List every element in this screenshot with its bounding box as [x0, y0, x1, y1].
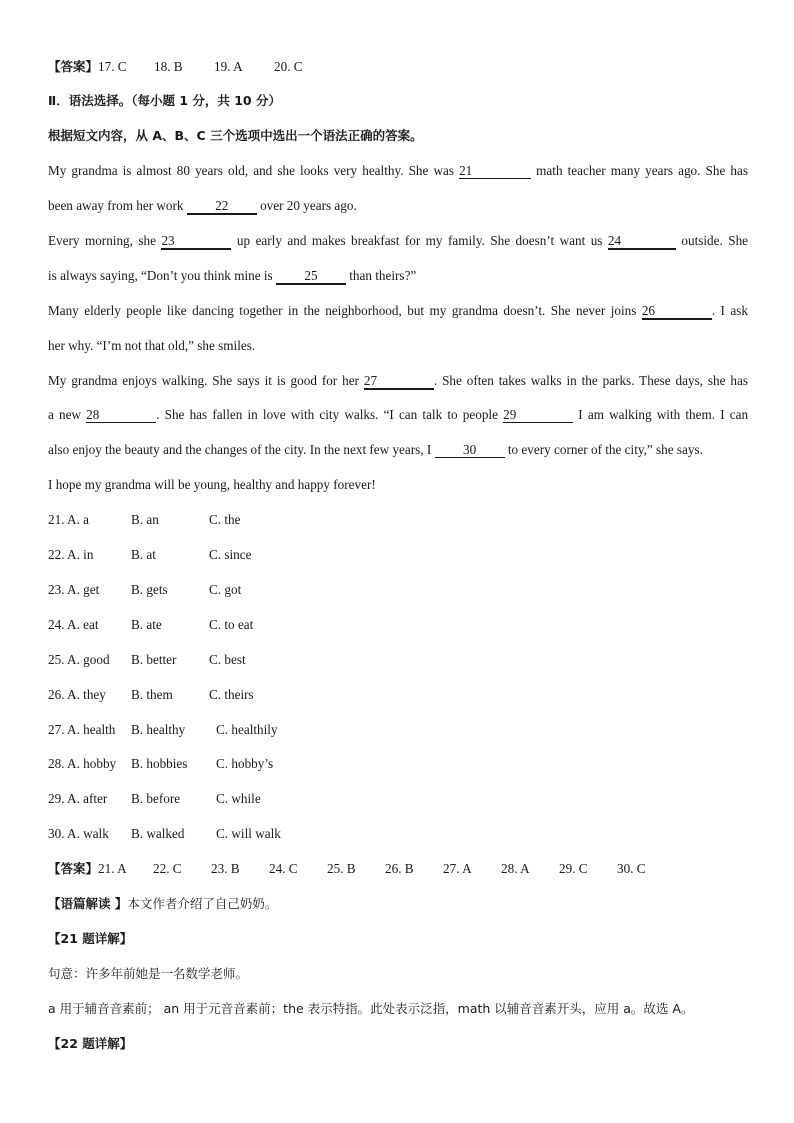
blank-27: 27: [364, 373, 434, 390]
answer-item: 18. B: [154, 59, 183, 74]
blank-30: 30: [435, 442, 505, 458]
detail-22-heading: 【22 题详解】: [48, 1036, 133, 1051]
option-a: 30. A. walk: [48, 826, 109, 841]
blank-26: 26: [642, 303, 712, 320]
passage-text: been away from her work: [48, 198, 184, 213]
detail-21-meaning: 句意：许多年前她是一名数学老师。: [48, 966, 249, 981]
question-row: [48, 650, 748, 670]
option-c: C. hobby’s: [216, 756, 274, 771]
blank-29: 29: [503, 407, 573, 423]
option-a: 21. A. a: [48, 512, 90, 527]
answer-label: 【答案】: [48, 861, 99, 876]
option-c: C. will walk: [216, 826, 281, 841]
option-c: C. while: [216, 791, 261, 806]
answer-item: 27. A: [443, 861, 472, 876]
passage-line: [48, 161, 748, 181]
answer-item: 19. A: [214, 59, 243, 74]
option-b: B. them: [131, 687, 173, 702]
passage-line: [48, 371, 748, 391]
option-a: 24. A. eat: [48, 617, 99, 632]
blank-25: 25: [276, 268, 346, 285]
passage-text: math teacher many years ago. She has: [536, 163, 748, 178]
option-a: 25. A. good: [48, 652, 110, 667]
passage-line: I hope my grandma will be young, healthy and happy forever!: [48, 477, 376, 492]
passage-text: than theirs?”: [349, 268, 417, 283]
answer-item: 17. C: [98, 59, 127, 74]
analysis-label: 【语篇解读 】: [48, 896, 128, 911]
question-row: [48, 720, 748, 740]
option-a: 28. A. hobby: [48, 756, 117, 771]
question-row: [48, 615, 748, 635]
passage-line: [48, 301, 748, 321]
question-row: [48, 580, 748, 600]
option-c: C. best: [209, 652, 246, 667]
passage-line: [48, 440, 748, 460]
question-row: [48, 510, 748, 530]
blank-21: 21: [459, 163, 531, 179]
section-instruction: 根据短文内容，从 A、B、C 三个选项中选出一个语法正确的答案。: [48, 128, 423, 143]
passage-text: Many elderly people like dancing together in the neighborhood, but my grandma doesn’t. She never joins: [48, 303, 637, 318]
answer-item: 28. A: [501, 861, 530, 876]
passage-text: My grandma is almost 80 years old, and she looks very healthy. She was: [48, 163, 454, 178]
answer-row-21-30: [48, 859, 748, 879]
option-a: 26. A. they: [48, 687, 106, 702]
section-title: Ⅱ．语法选择。（每小题 1 分，共 10 分）: [48, 93, 281, 108]
option-c: C. the: [209, 512, 241, 527]
option-a: 29. A. after: [48, 791, 108, 806]
passage-text: outside. She: [681, 233, 749, 248]
option-a: 23. A. get: [48, 582, 100, 597]
answer-item: 30. C: [617, 861, 646, 876]
passage-text: up early and makes breakfast for my family. She doesn’t want us: [236, 233, 603, 248]
option-a: 22. A. in: [48, 547, 94, 562]
option-c: C. got: [209, 582, 242, 597]
option-b: B. at: [131, 547, 156, 562]
passage-line: [48, 405, 748, 425]
question-row: [48, 824, 748, 844]
option-a: 27. A. health: [48, 722, 116, 737]
option-b: B. ate: [131, 617, 162, 632]
option-c: C. theirs: [209, 687, 254, 702]
option-b: B. hobbies: [131, 756, 188, 771]
answer-item: 22. C: [153, 861, 182, 876]
passage-text: . I ask: [711, 303, 748, 318]
option-c: C. healthily: [216, 722, 278, 737]
option-b: B. walked: [131, 826, 185, 841]
blank-28: 28: [86, 407, 156, 423]
passage-text: a new: [48, 407, 81, 422]
analysis-row: [48, 894, 748, 914]
passage-line: her why. “I’m not that old,” she smiles.: [48, 338, 256, 353]
passage-text: is always saying, “Don’t you think mine is: [48, 268, 273, 283]
answer-item: 24. C: [269, 861, 298, 876]
answer-item: 21. A: [98, 861, 127, 876]
answer-item: 25. B: [327, 861, 356, 876]
option-c: C. to eat: [209, 617, 254, 632]
passage-text: to every corner of the city,” she says.: [507, 442, 703, 457]
option-b: B. an: [131, 512, 159, 527]
question-row: [48, 754, 748, 774]
answer-item: 26. B: [385, 861, 414, 876]
option-b: B. better: [131, 652, 177, 667]
passage-text: also enjoy the beauty and the changes of the city. In the next few years, I: [48, 442, 432, 457]
option-c: C. since: [209, 547, 252, 562]
blank-22: 22: [187, 198, 257, 215]
answer-item: 23. B: [211, 861, 240, 876]
passage-text: My grandma enjoys walking. She says it is good for her: [48, 373, 359, 388]
passage-line: [48, 266, 748, 286]
blank-24: 24: [608, 233, 676, 250]
answer-row-17-20: [48, 57, 748, 77]
answer-label: 【答案】: [48, 59, 99, 74]
option-b: B. healthy: [131, 722, 186, 737]
passage-line: [48, 231, 748, 251]
question-row: [48, 545, 748, 565]
analysis-text: 本文作者介绍了自己奶奶。: [127, 896, 278, 911]
option-b: B. gets: [131, 582, 168, 597]
option-b: B. before: [131, 791, 181, 806]
detail-21-heading: 【21 题详解】: [48, 931, 133, 946]
blank-23: 23: [161, 233, 231, 250]
detail-21-explanation: a 用于辅音音素前； an 用于元音音素前；the 表示特指。此处表示泛指，math 以辅音音素开头，应用 a。故选 A。: [48, 1001, 694, 1016]
passage-text: I am walking with them. I can: [578, 407, 749, 422]
passage-text: Every morning, she: [48, 233, 156, 248]
answer-item: 29. C: [559, 861, 588, 876]
passage-text: . She often takes walks in the parks. These days, she has: [433, 373, 748, 388]
passage-line: [48, 196, 748, 216]
question-row: [48, 789, 748, 809]
passage-text: over 20 years ago.: [260, 198, 357, 213]
passage-text: . She has fallen in love with city walks. “I can talk to people: [156, 407, 498, 422]
answer-item: 20. C: [274, 59, 303, 74]
question-row: [48, 685, 748, 705]
